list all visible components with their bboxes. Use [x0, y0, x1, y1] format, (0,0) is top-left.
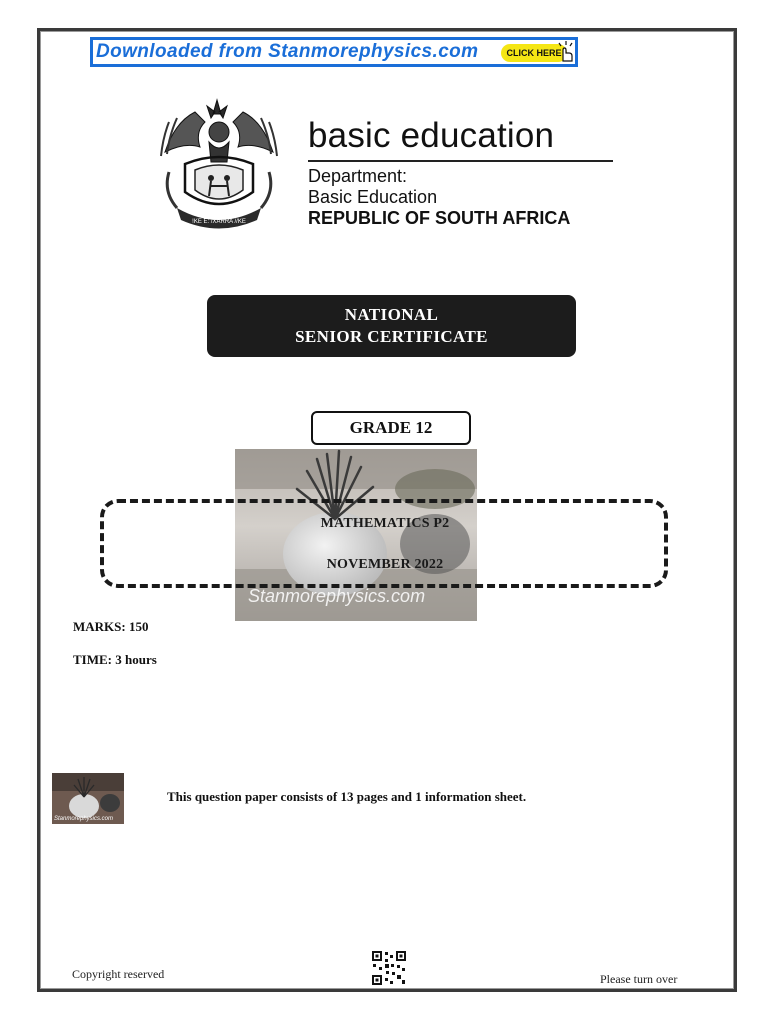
exam-title-line-1: NATIONAL — [344, 305, 439, 324]
brand-title: basic education — [308, 116, 555, 155]
department-line-1: Department: — [308, 166, 408, 186]
page-count-note: This question paper consists of 13 pages and 1 information sheet. — [167, 789, 527, 804]
exam-title-line-2: SENIOR CERTIFICATE — [295, 327, 488, 346]
subject-dashed-frame — [100, 499, 668, 588]
coat-of-arms-icon — [155, 92, 283, 237]
hand-cursor-icon — [557, 41, 575, 63]
time-label: TIME: 3 hours — [73, 652, 157, 667]
qr-code-icon[interactable] — [371, 950, 407, 986]
banner-text[interactable]: Downloaded from Stanmorephysics.com — [96, 41, 479, 62]
copyright-footer: Copyright reserved — [72, 967, 165, 981]
exam-session: NOVEMBER 2022 — [326, 557, 444, 572]
exam-title-box — [207, 295, 576, 357]
subject-name: MATHEMATICS P2 — [320, 516, 450, 531]
download-banner[interactable] — [90, 37, 578, 67]
click-here-label: CLICK HERE — [506, 48, 562, 58]
grade-box — [311, 411, 471, 445]
department-line-2: Basic Education — [308, 187, 438, 207]
thumbnail-image[interactable] — [52, 773, 124, 824]
marks-label: MARKS: 150 — [73, 619, 149, 634]
department-line-3: REPUBLIC OF SOUTH AFRICA — [308, 208, 571, 228]
coat-motto: !KE E: /XARRA //KE — [192, 219, 246, 225]
turn-over-footer: Please turn over — [600, 972, 678, 986]
thumbnail-caption: Stanmorephysics.com — [54, 816, 114, 822]
photo-watermark: Stanmorephysics.com — [248, 586, 426, 606]
brand-divider — [308, 160, 613, 162]
grade-label: GRADE 12 — [349, 418, 433, 437]
